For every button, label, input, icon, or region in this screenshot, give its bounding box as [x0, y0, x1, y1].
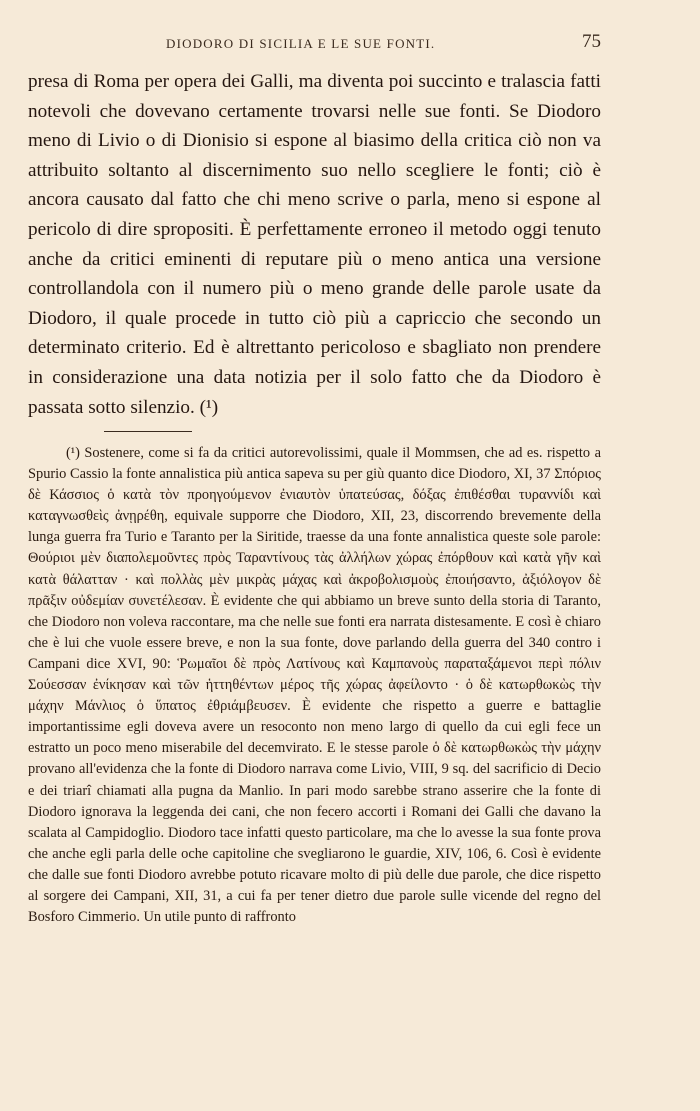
page-number: 75 [582, 31, 601, 52]
footnote-separator [104, 431, 192, 432]
footnote [28, 443, 601, 928]
running-title: DIODORO DI SICILIA E LE SUE FONTI. [166, 36, 436, 51]
running-head [28, 31, 601, 56]
body-paragraph: presa di Roma per opera dei Galli, ma diventa poi succinto e tralascia fatti notevoli che dovevano certamente trovarsi nelle sue fonti. Se Diodoro meno di Livio o di Dionisio si espone al biasimo della critica ciò non va attribuito soltanto al discernimento suo nello scegliere le fonti; ciò è ancora causato dal fatto che chi meno scrive o parla, meno si espone al pericolo di dire spropositi. È perfettamente erroneo il metodo oggi tenuto anche da critici eminenti di reputare più o meno antica una versione controllandola con il numero più o meno grande delle parole usate da Diodoro, il quale procede in tutto ciò più a capriccio che secondo un determinato criterio. Ed è altrettanto pericoloso e sbagliato non prendere in considerazione una data notizia per il solo fatto che da Diodoro è passata sotto silenzio. (¹) [28, 71, 601, 418]
book-page [28, 0, 601, 1111]
main-text [28, 67, 601, 422]
footnote-text: (¹) Sostenere, come si fa da critici autorevolissimi, quale il Mommsen, che ad es. rispetto a Spurio Cassio la fonte annalistica più antica sapeva su per giù quanto dice Diodoro, XI, 37 Σπόριος δὲ Κάσσιος ὁ κατὰ τὸν προηγούμενον ἐνιαυτὸν ὑπατεύσας, δόξας ἐπιθέσθαι τυραννίδι καὶ καταγνωσθεὶς ἀνῃρέθη, equivale supporre che Diodoro, XII, 23, discorrendo brevemente della lunga guerra fra Turio e Taranto per la Siritide, traesse da una fonte annalistica queste sole parole: Θούριοι μὲν διαπολεμοῦντες πρὸς Ταραντίνους τὰς ἀλλήλων χώρας ἐπόρθουν καὶ κατὰ γῆν καὶ κατὰ θάλατταν · καὶ πολλὰς μὲν μικρὰς μάχας καὶ ἀκροβολισμοὺς ἐποιήσαντο, ἀξιόλογον δὲ πρᾶξιν οὐδεμίαν συνετέλεσαν. È evidente che qui abbiamo un breve sunto della storia di Taranto, che Diodoro non voleva raccontare, ma che nelle sue fonti era narrata distesamente. E così è chiaro che è lui che vuole essere breve, e non la sua fonte, dove parlando della guerra del 340 contro i Campani dice XVI, 90: Ῥωμαῖοι δὲ πρὸς Λατίνους καὶ Καμπανοὺς παραταξάμενοι περὶ πόλιν Σούεσσαν ἐνίκησαν καὶ τῶν ἡττηθέντων μέρος τῆς χώρας ἀφείλοντο · ὁ δὲ κατωρθωκὼς τὴν μάχην Μάνλιος ὁ ὕπατος ἐθριάμβευσεν. È evidente che rispetto a guerre e battaglie importantissime egli doveva avere un resoconto non meno largo di quello da cui egli fece un estratto un poco meno miserabile del decemvirato. E le stesse parole ὁ δὲ κατωρθωκὼς τὴν μάχην provano all'evidenza che la fonte di Diodoro narrava come Livio, VIII, 9 sq. del sacrificio di Decio e dei triarî chiamati alla pugna da Manlio. In pari modo sarebbe strano asserire che la fonte di Diodoro ignorava la leggenda dei cani, che non fecero accorti i Romani dei Galli che davano la scalata al Campidoglio. Diodoro tace infatti questo particolare, ma che lo avesse la sua fonte prova che anche egli parla delle oche capitoline che svegliarono le guardie, XIV, 106, 6. Così è evidente che dalle sue fonti Diodoro avrebbe potuto ricavare molto di più delle due parole, che dice rispetto al sorgere dei Campani, XII, 31, a cui fa per tener dietro due parole sulle vicende del regno del Bosforo Cimmerio. Un utile punto di raffronto [28, 445, 601, 926]
